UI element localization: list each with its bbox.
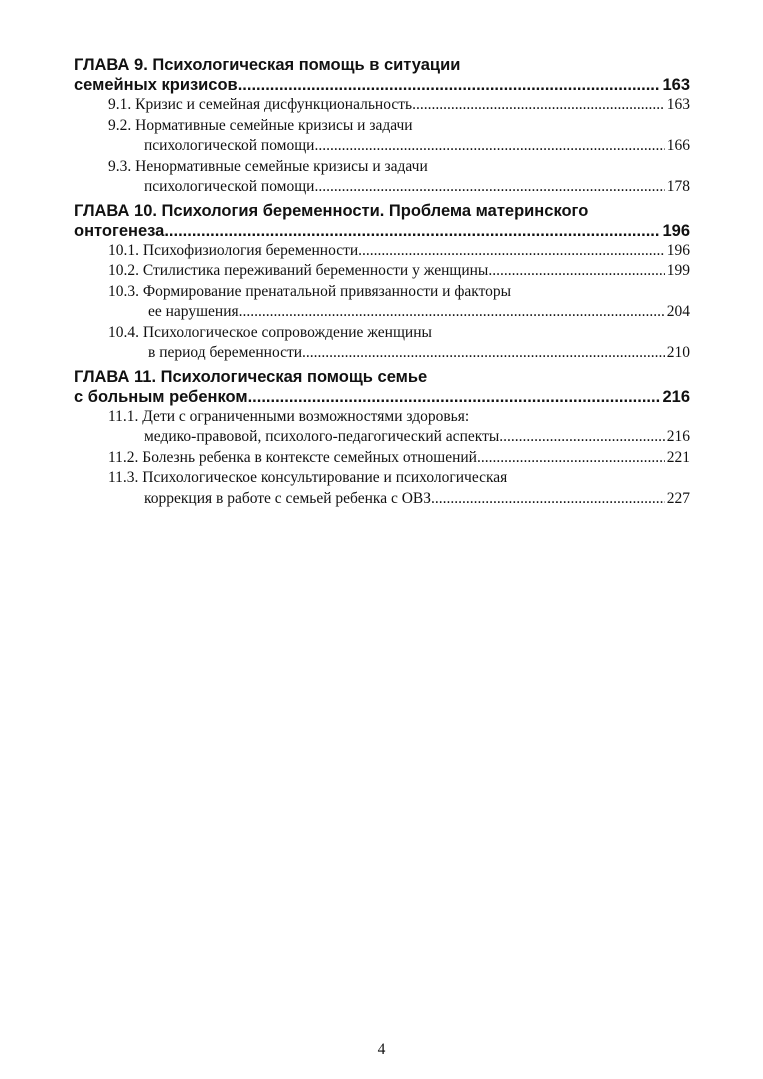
- chapter-title-text: семейных кризисов: [74, 76, 238, 94]
- page-ref: 163: [666, 96, 690, 113]
- dot-leader: [431, 489, 665, 510]
- section-title: 9.1. Кризис и семейная дисфункциональность: [108, 96, 413, 113]
- page-ref: 204: [666, 303, 690, 320]
- section-title: 10.3. Формирование пренатальной привязанности и факторы: [108, 282, 512, 300]
- dot-leader: [238, 75, 661, 95]
- section-title: 10.1. Психофизиология беременности: [108, 241, 359, 259]
- dot-leader: [477, 448, 665, 469]
- section-title: 10.2. Стилистика переживаний беременности у женщины: [108, 262, 489, 279]
- dot-leader: [248, 387, 661, 407]
- page-ref: 227: [666, 489, 690, 507]
- section-10-4-line2[interactable]: [74, 343, 690, 364]
- page-number: 4: [377, 1041, 386, 1058]
- dot-leader: [314, 177, 664, 198]
- section-11-1-line2[interactable]: [74, 427, 690, 448]
- page-ref: 163: [662, 76, 690, 94]
- dot-leader: [239, 302, 665, 323]
- page-ref: 216: [662, 387, 690, 406]
- section-10-2[interactable]: [74, 261, 690, 282]
- chapter-title-text: ГЛАВА 11. Психологическая помощь семье: [74, 367, 428, 386]
- page-ref: 196: [666, 241, 690, 259]
- chapter-title-text: ГЛАВА 10. Психология беременности. Проблема материнского: [74, 201, 589, 220]
- section-10-1[interactable]: [74, 241, 690, 262]
- page-ref: 196: [662, 221, 690, 240]
- page-ref: 221: [666, 448, 690, 466]
- dot-leader: [412, 95, 665, 116]
- dot-leader: [499, 427, 664, 448]
- section-9-3-line1: [74, 157, 690, 178]
- section-title: 9.3. Ненормативные семейные кризисы и задачи: [108, 157, 428, 175]
- section-10-4-line1: [74, 323, 690, 344]
- table-of-contents: [74, 55, 690, 509]
- chapter-11-title-line2[interactable]: [74, 387, 690, 407]
- dot-leader: [488, 261, 664, 282]
- section-title: 9.2. Нормативные семейные кризисы и задачи: [108, 116, 413, 134]
- dot-leader: [302, 343, 665, 364]
- section-11-3-line1: [74, 468, 690, 489]
- chapter-11-title-line1: [74, 367, 690, 387]
- section-title: психологической помощи: [144, 137, 315, 154]
- page-ref: 199: [666, 262, 690, 279]
- section-9-3-line2[interactable]: [74, 177, 690, 198]
- dot-leader: [358, 241, 665, 262]
- section-11-3-line2[interactable]: [74, 489, 690, 510]
- section-title: коррекция в работе с семьей ребенка с ОВЗ: [144, 489, 431, 507]
- page-ref: 216: [666, 428, 690, 445]
- page-ref: 178: [666, 178, 690, 195]
- section-title: 11.2. Болезнь ребенка в контексте семейных отношений: [108, 448, 477, 466]
- chapter-10-title-line1: [74, 201, 690, 221]
- chapter-title-text: онтогенеза: [74, 221, 165, 240]
- dot-leader: [164, 221, 660, 241]
- section-11-2[interactable]: [74, 448, 690, 469]
- section-title: медико-правовой, психолого-педагогический аспекты: [144, 428, 500, 445]
- chapter-10-title-line2[interactable]: [74, 221, 690, 241]
- section-title: ее нарушения: [148, 303, 239, 320]
- chapter-title-text: с больным ребенком: [74, 387, 248, 406]
- chapter-title-text: ГЛАВА 9. Психологическая помощь в ситуации: [74, 56, 461, 74]
- section-title: психологической помощи: [144, 178, 315, 195]
- section-9-2-line1: [74, 116, 690, 137]
- section-9-1[interactable]: [74, 95, 690, 116]
- section-title: в период беременности: [148, 344, 303, 361]
- section-11-1-line1: [74, 407, 690, 428]
- section-10-3-line2[interactable]: [74, 302, 690, 323]
- page-ref: 166: [666, 137, 690, 154]
- page-ref: 210: [666, 344, 690, 361]
- section-9-2-line2[interactable]: [74, 136, 690, 157]
- dot-leader: [314, 136, 664, 157]
- section-title: 10.4. Психологическое сопровождение женщины: [108, 323, 432, 341]
- chapter-9-title-line2[interactable]: [74, 75, 690, 95]
- section-title: 11.3. Психологическое консультирование и психологическая: [108, 469, 508, 486]
- chapter-9-title-line1: [74, 55, 690, 75]
- section-10-3-line1: [74, 282, 690, 303]
- section-title: 11.1. Дети с ограниченными возможностями здоровья:: [108, 407, 470, 425]
